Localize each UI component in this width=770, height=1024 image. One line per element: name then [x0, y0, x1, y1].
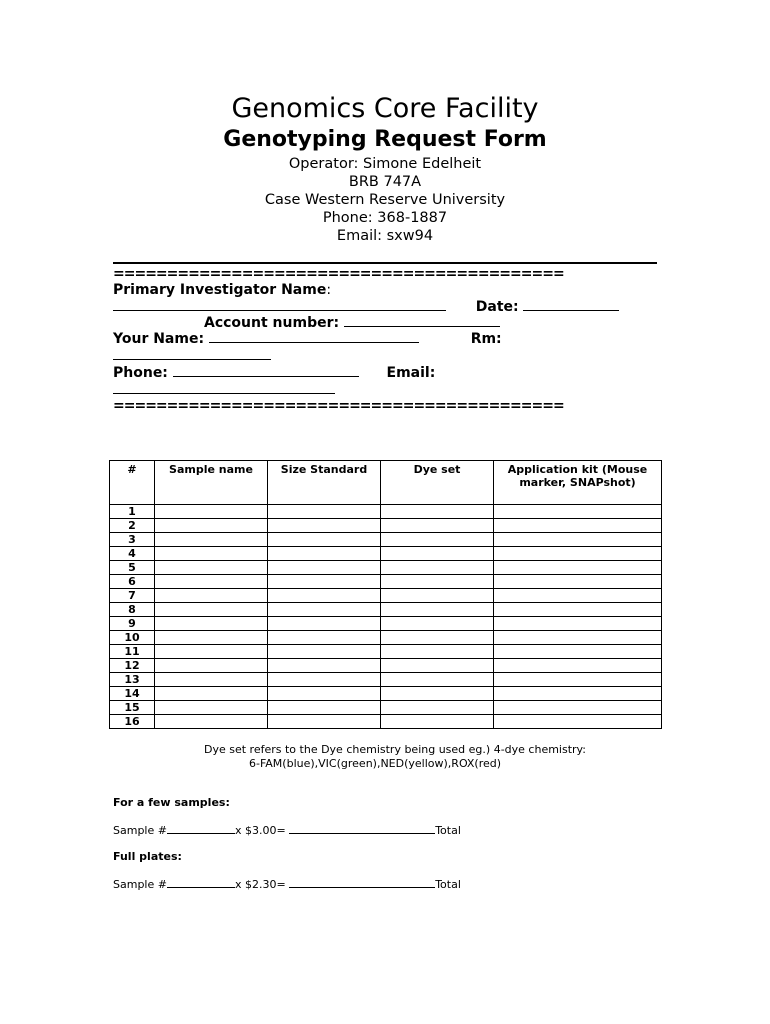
- rm-input-line: [113, 347, 271, 364]
- sample-name-cell[interactable]: [155, 603, 268, 617]
- pi-name-input[interactable]: [113, 298, 446, 311]
- size-standard-cell[interactable]: [268, 519, 381, 533]
- full-total-input[interactable]: [289, 877, 435, 888]
- row-number: 9: [110, 617, 155, 631]
- phone-label: Phone:: [113, 365, 168, 381]
- phone-field: [113, 364, 435, 381]
- application-kit-cell[interactable]: [494, 617, 662, 631]
- dye-set-cell[interactable]: [381, 687, 494, 701]
- application-kit-cell[interactable]: [494, 687, 662, 701]
- separator-bottom: ==========================================: [113, 399, 564, 413]
- col-application-kit-header: Application kit (Mouse marker, SNAPshot): [494, 461, 662, 505]
- table-row: [110, 701, 662, 715]
- phone-input[interactable]: [173, 364, 359, 377]
- row-number: 7: [110, 589, 155, 603]
- email-input[interactable]: [113, 381, 335, 394]
- table-row: [110, 617, 662, 631]
- table-row: [110, 659, 662, 673]
- dye-set-cell[interactable]: [381, 505, 494, 519]
- size-standard-cell[interactable]: [268, 561, 381, 575]
- size-standard-cell[interactable]: [268, 687, 381, 701]
- row-number: 8: [110, 603, 155, 617]
- sample-name-cell[interactable]: [155, 673, 268, 687]
- full-sample-count-input[interactable]: [167, 877, 235, 888]
- size-standard-cell[interactable]: [268, 631, 381, 645]
- application-kit-cell[interactable]: [494, 519, 662, 533]
- university-line: Case Western Reserve University: [264, 192, 506, 208]
- size-standard-cell[interactable]: [268, 547, 381, 561]
- few-sample-count-input[interactable]: [167, 823, 235, 834]
- col-sample-name-header: Sample name: [155, 461, 268, 505]
- room-line: BRB 747A: [348, 174, 422, 190]
- table-row: [110, 575, 662, 589]
- size-standard-cell[interactable]: [268, 617, 381, 631]
- table-header-row: [110, 461, 662, 505]
- table-row: [110, 589, 662, 603]
- sample-name-cell[interactable]: [155, 561, 268, 575]
- dye-set-cell[interactable]: [381, 575, 494, 589]
- sample-table: [109, 460, 662, 729]
- rm-label: Rm:: [470, 331, 502, 347]
- application-kit-cell[interactable]: [494, 505, 662, 519]
- table-row: [110, 547, 662, 561]
- row-number: 16: [110, 715, 155, 729]
- row-number: 2: [110, 519, 155, 533]
- pi-name-field: Primary Investigator Name:: [113, 282, 332, 298]
- your-name-label: Your Name:: [113, 331, 205, 347]
- application-kit-cell[interactable]: [494, 631, 662, 645]
- pi-name-label: Primary Investigator Name: [113, 282, 327, 298]
- sample-name-cell[interactable]: [155, 589, 268, 603]
- application-kit-cell[interactable]: [494, 575, 662, 589]
- table-row: [110, 673, 662, 687]
- application-kit-cell[interactable]: [494, 659, 662, 673]
- size-standard-cell[interactable]: [268, 701, 381, 715]
- row-number: 13: [110, 673, 155, 687]
- row-number: 14: [110, 687, 155, 701]
- sample-name-cell[interactable]: [155, 701, 268, 715]
- dye-set-cell[interactable]: [381, 547, 494, 561]
- table-row: [110, 687, 662, 701]
- full-plates-price-line: Sample # x $2.30= Total: [113, 878, 461, 891]
- account-field: [204, 314, 500, 331]
- size-standard-cell[interactable]: [268, 505, 381, 519]
- facility-title: Genomics Core Facility: [231, 93, 539, 124]
- few-total-input[interactable]: [289, 823, 435, 834]
- your-name-field: [113, 330, 502, 347]
- size-standard-cell[interactable]: [268, 589, 381, 603]
- size-standard-cell[interactable]: [268, 645, 381, 659]
- dye-set-cell[interactable]: [381, 715, 494, 729]
- size-standard-cell[interactable]: [268, 673, 381, 687]
- dye-set-cell[interactable]: [381, 701, 494, 715]
- row-number: 12: [110, 659, 155, 673]
- separator-top: ==========================================: [113, 267, 564, 281]
- pi-date-line: [113, 298, 619, 315]
- dye-set-cell[interactable]: [381, 589, 494, 603]
- operator-line: Operator: Simone Edelheit: [288, 156, 482, 172]
- size-standard-cell[interactable]: [268, 575, 381, 589]
- size-standard-cell[interactable]: [268, 533, 381, 547]
- dye-set-cell[interactable]: [381, 561, 494, 575]
- application-kit-cell[interactable]: [494, 589, 662, 603]
- application-kit-cell[interactable]: [494, 673, 662, 687]
- row-number: 5: [110, 561, 155, 575]
- application-kit-cell[interactable]: [494, 645, 662, 659]
- table-row: [110, 715, 662, 729]
- sample-name-cell[interactable]: [155, 687, 268, 701]
- dye-note-line1: Dye set refers to the Dye chemistry being used eg.) 4-dye chemistry:: [204, 743, 586, 756]
- dye-note-line2: 6-FAM(blue),VIC(green),NED(yellow),ROX(red): [249, 757, 502, 770]
- application-kit-cell[interactable]: [494, 603, 662, 617]
- sample-name-cell[interactable]: [155, 519, 268, 533]
- sample-name-cell[interactable]: [155, 533, 268, 547]
- date-input[interactable]: [523, 298, 619, 311]
- col-number-header: #: [110, 461, 155, 505]
- email-input-line: [113, 381, 335, 398]
- sample-name-cell[interactable]: [155, 715, 268, 729]
- table-row: [110, 603, 662, 617]
- table-row: [110, 533, 662, 547]
- application-kit-cell[interactable]: [494, 715, 662, 729]
- your-name-input[interactable]: [209, 330, 419, 343]
- application-kit-cell[interactable]: [494, 701, 662, 715]
- row-number: 15: [110, 701, 155, 715]
- table-body: [110, 505, 662, 729]
- size-standard-cell[interactable]: [268, 603, 381, 617]
- form-title: Genotyping Request Form: [223, 127, 547, 152]
- row-number: 11: [110, 645, 155, 659]
- dye-set-note: [204, 743, 586, 771]
- dye-set-cell[interactable]: [381, 533, 494, 547]
- dye-set-cell[interactable]: [381, 617, 494, 631]
- sample-name-cell[interactable]: [155, 659, 268, 673]
- sample-name-cell[interactable]: [155, 505, 268, 519]
- dye-set-cell[interactable]: [381, 659, 494, 673]
- email-line: Email: sxw94: [336, 228, 434, 244]
- few-samples-heading: For a few samples:: [113, 796, 230, 809]
- row-number: 10: [110, 631, 155, 645]
- table-row: [110, 561, 662, 575]
- table-row: [110, 631, 662, 645]
- col-dye-set-header: Dye set: [381, 461, 494, 505]
- few-samples-price-line: Sample # x $3.00= Total: [113, 824, 461, 837]
- top-rule: [113, 262, 657, 264]
- dye-set-cell[interactable]: [381, 519, 494, 533]
- table-row: [110, 519, 662, 533]
- rm-input[interactable]: [113, 347, 271, 360]
- dye-set-cell[interactable]: [381, 645, 494, 659]
- sample-name-cell[interactable]: [155, 547, 268, 561]
- account-label: Account number:: [204, 315, 340, 331]
- application-kit-cell[interactable]: [494, 547, 662, 561]
- dye-set-cell[interactable]: [381, 631, 494, 645]
- row-number: 6: [110, 575, 155, 589]
- dye-set-cell[interactable]: [381, 673, 494, 687]
- application-kit-cell[interactable]: [494, 561, 662, 575]
- size-standard-cell[interactable]: [268, 715, 381, 729]
- dye-set-cell[interactable]: [381, 603, 494, 617]
- row-number: 3: [110, 533, 155, 547]
- email-label: Email:: [386, 365, 436, 381]
- size-standard-cell[interactable]: [268, 659, 381, 673]
- sample-name-cell[interactable]: [155, 617, 268, 631]
- table-row: [110, 505, 662, 519]
- table-row: [110, 645, 662, 659]
- phone-line: Phone: 368-1887: [322, 210, 448, 226]
- row-number: 1: [110, 505, 155, 519]
- date-label: Date:: [475, 299, 519, 315]
- sample-name-cell[interactable]: [155, 645, 268, 659]
- row-number: 4: [110, 547, 155, 561]
- contact-info: [0, 155, 770, 245]
- col-size-standard-header: Size Standard: [268, 461, 381, 505]
- sample-name-cell[interactable]: [155, 575, 268, 589]
- full-plates-heading: Full plates:: [113, 850, 182, 863]
- account-input[interactable]: [344, 314, 500, 327]
- sample-name-cell[interactable]: [155, 631, 268, 645]
- application-kit-cell[interactable]: [494, 533, 662, 547]
